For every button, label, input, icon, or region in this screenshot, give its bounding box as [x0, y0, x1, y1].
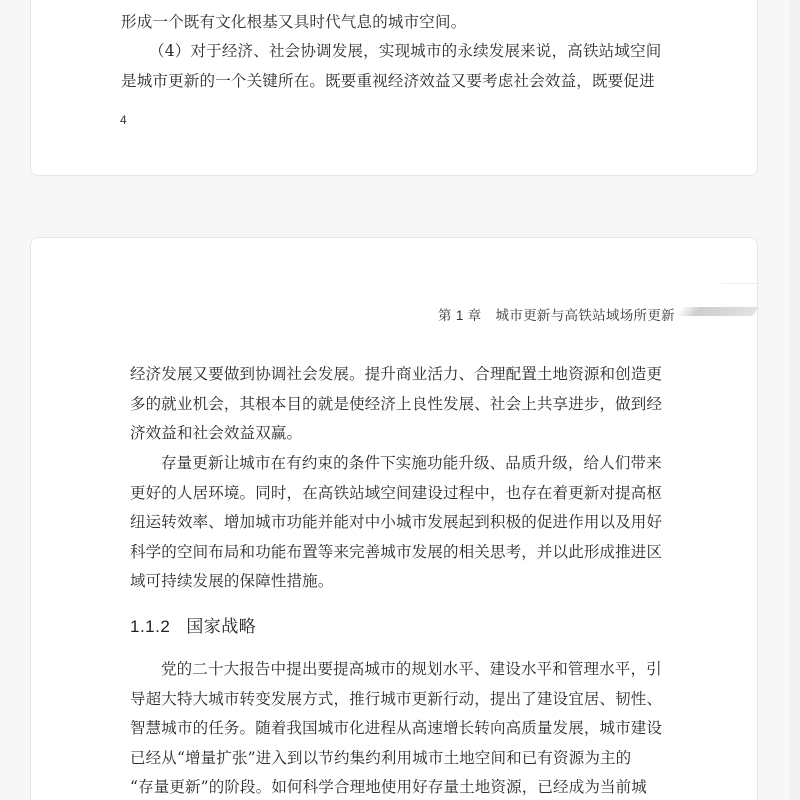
text-line: 多的就业机会，其根本目的就是使经济上良性发展、社会上共享进步，做到经 [130, 394, 663, 413]
text-line: 已经从“增量扩张”进入到以节约集约利用城市土地空间和已有资源为主的 [130, 748, 632, 767]
text-line: 存量更新让城市在有约束的条件下实施功能升级、品质升级，给人们带来 [161, 454, 662, 472]
paragraph-1 [130, 360, 672, 449]
header-decoration [675, 307, 759, 316]
text-line: 域可持续发展的保障性措施。 [130, 572, 334, 590]
running-head-title: 城市更新与高铁站域场所更新 [495, 308, 675, 323]
section-title: 国家战略 [186, 617, 257, 636]
page-5 [30, 237, 758, 800]
text-line: 济效益和社会效益双赢。 [130, 424, 303, 442]
text-line: 党的二十大报告中提出要提高城市的规划水平、建设水平和管理水平，引 [161, 660, 662, 678]
paragraph-2 [130, 449, 672, 597]
text-line: 形成一个既有文化根基又具时代气息的城市空间。 [121, 13, 467, 31]
page-4 [30, 0, 758, 176]
text-line: 智慧城市的任务。随着我国城市化进程从高速增长转向高质量发展，城市建设 [130, 719, 663, 737]
running-head-chapter: 第 1 章 [438, 308, 482, 323]
text-line: 纽运转效率、增加城市功能并能对中小城市发展起到积极的促进作用以及用好 [130, 513, 663, 531]
text-line: 更好的人居环境。同时，在高铁站域空间建设过程中，也存在着更新对提高枢 [130, 483, 663, 502]
section-heading [130, 612, 256, 637]
scrollbar-track[interactable] [790, 0, 800, 800]
text-line: （4）对于经济、社会协调发展，实现城市的永续发展来说，高铁站域空间 [149, 42, 662, 60]
page-number: 4 [120, 113, 127, 127]
paragraph-3 [130, 655, 672, 800]
text-line: 导超大特大城市转变发展方式，推行城市更新行动，提出了建设宜居、韧性、 [130, 689, 663, 708]
text-line: “存量更新”的阶段。如何科学合理地使用好存量土地资源，已经成为当前城 [130, 778, 647, 796]
section-number: 1.1.2 [130, 617, 171, 636]
text-line: 是城市更新的一个关键所在。既要重视经济效益又要考虑社会效益，既要促进 [121, 72, 655, 90]
running-head [438, 304, 675, 324]
text-line: 科学的空间布局和功能布置等来完善城市发展的相关思考，并以此形成推进区 [130, 542, 663, 561]
text-line: 经济发展又要做到协调社会发展。提升商业活力、合理配置土地资源和创造更 [130, 365, 663, 383]
header-rule-thin [721, 283, 759, 284]
